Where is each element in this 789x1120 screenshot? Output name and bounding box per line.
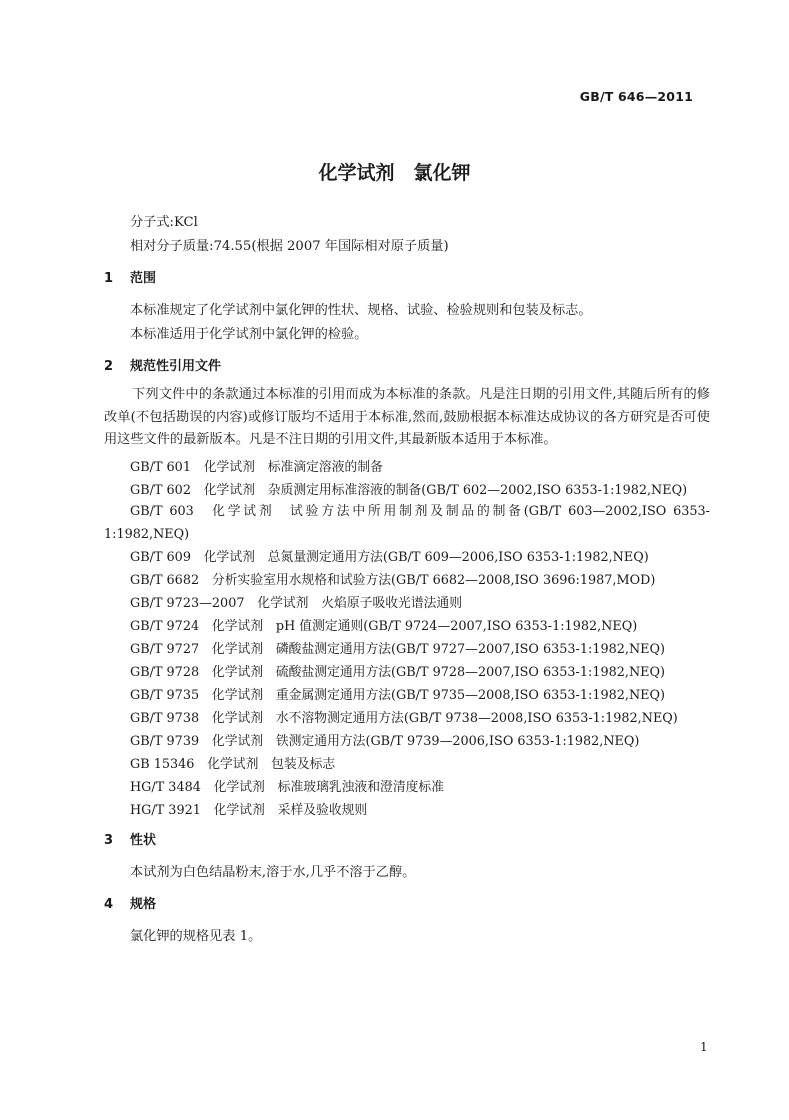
reference-item: GB/T 603 化学试剂 试验方法中所用制剂及制品的制备(GB/T 603—2002,ISO 6353-1:1982,NEQ): [104, 504, 710, 542]
section-title: 规范性引用文件: [130, 359, 222, 374]
reference-item: GB/T 6682 分析实验室用水规格和试验方法(GB/T 6682—2008,ISO 3696:1987,MOD): [130, 573, 656, 588]
page-number: 1: [700, 1040, 708, 1054]
reference-item: GB/T 609 化学试剂 总氮量测定通用方法(GB/T 609—2006,ISO 6353-1:1982,NEQ): [130, 550, 649, 565]
reference-item: HG/T 3921 化学试剂 采样及验收规则: [130, 803, 368, 818]
scope-line-1: 本标准规定了化学试剂中氯化钾的性状、规格、试验、检验规则和包装及标志。: [130, 303, 592, 318]
reference-item: HG/T 3484 化学试剂 标准玻璃乳浊液和澄清度标准: [130, 780, 445, 795]
section-heading-scope: [104, 270, 156, 288]
reference-item: GB/T 9738 化学试剂 水不溶物测定通用方法(GB/T 9738—2008,ISO 6353-1:1982,NEQ): [130, 711, 678, 726]
reference-item: GB/T 9735 化学试剂 重金属测定通用方法(GB/T 9735—2008,ISO 6353-1:1982,NEQ): [130, 688, 665, 703]
reference-item: GB/T 9724 化学试剂 pH 值测定通则(GB/T 9724—2007,ISO 6353-1:1982,NEQ): [130, 619, 638, 634]
reference-item: GB/T 601 化学试剂 标准滴定溶液的制备: [130, 460, 383, 475]
section-heading-specifications: [104, 896, 156, 914]
molar-mass: 相对分子质量:74.55(根据 2007 年国际相对原子质量): [130, 239, 449, 254]
section-title: 性状: [130, 833, 157, 848]
scope-line-2: 本标准适用于化学试剂中氯化钾的检验。: [130, 327, 368, 342]
section-number: 2: [104, 359, 114, 374]
document-title: 化学试剂 氯化钾: [318, 162, 471, 184]
section-heading-properties: [104, 832, 156, 850]
standard-code: GB/T 646—2011: [579, 89, 693, 104]
section-title: 规格: [130, 897, 157, 912]
reference-item: GB/T 9727 化学试剂 磷酸盐测定通用方法(GB/T 9727—2007,ISO 6353-1:1982,NEQ): [130, 642, 665, 657]
properties-text: 本试剂为白色结晶粉末,溶于水,几乎不溶于乙醇。: [130, 865, 416, 880]
section-title: 范围: [130, 271, 157, 286]
reference-item: GB 15346 化学试剂 包装及标志: [130, 757, 336, 772]
section-number: 4: [104, 897, 114, 912]
specifications-text: 氯化钾的规格见表 1。: [130, 929, 262, 944]
reference-item: GB/T 9723—2007 化学试剂 火焰原子吸收光谱法通则: [130, 596, 463, 611]
references-intro-paragraph: 下列文件中的条款通过本标准的引用而成为本标准的条款。凡是注日期的引用文件,其随后所有的修改单(不包括勘误的内容)或修订版均不适用于本标准,然而,鼓励根据本标准达成协议的各方研究是否可使用这些文件的最新版本。凡是不注日期的引用文件,其最新版本适用于本标准。: [104, 387, 710, 448]
section-heading-normative-references: [104, 358, 221, 376]
reference-item: GB/T 9739 化学试剂 铁测定通用方法(GB/T 9739—2006,ISO 6353-1:1982,NEQ): [130, 734, 640, 749]
reference-item: GB/T 9728 化学试剂 硫酸盐测定通用方法(GB/T 9728—2007,ISO 6353-1:1982,NEQ): [130, 665, 665, 680]
reference-item: GB/T 602 化学试剂 杂质测定用标准溶液的制备(GB/T 602—2002,ISO 6353-1:1982,NEQ): [130, 483, 688, 498]
section-number: 1: [104, 271, 114, 286]
section-number: 3: [104, 833, 114, 848]
molecular-formula: 分子式:KCl: [130, 215, 198, 230]
